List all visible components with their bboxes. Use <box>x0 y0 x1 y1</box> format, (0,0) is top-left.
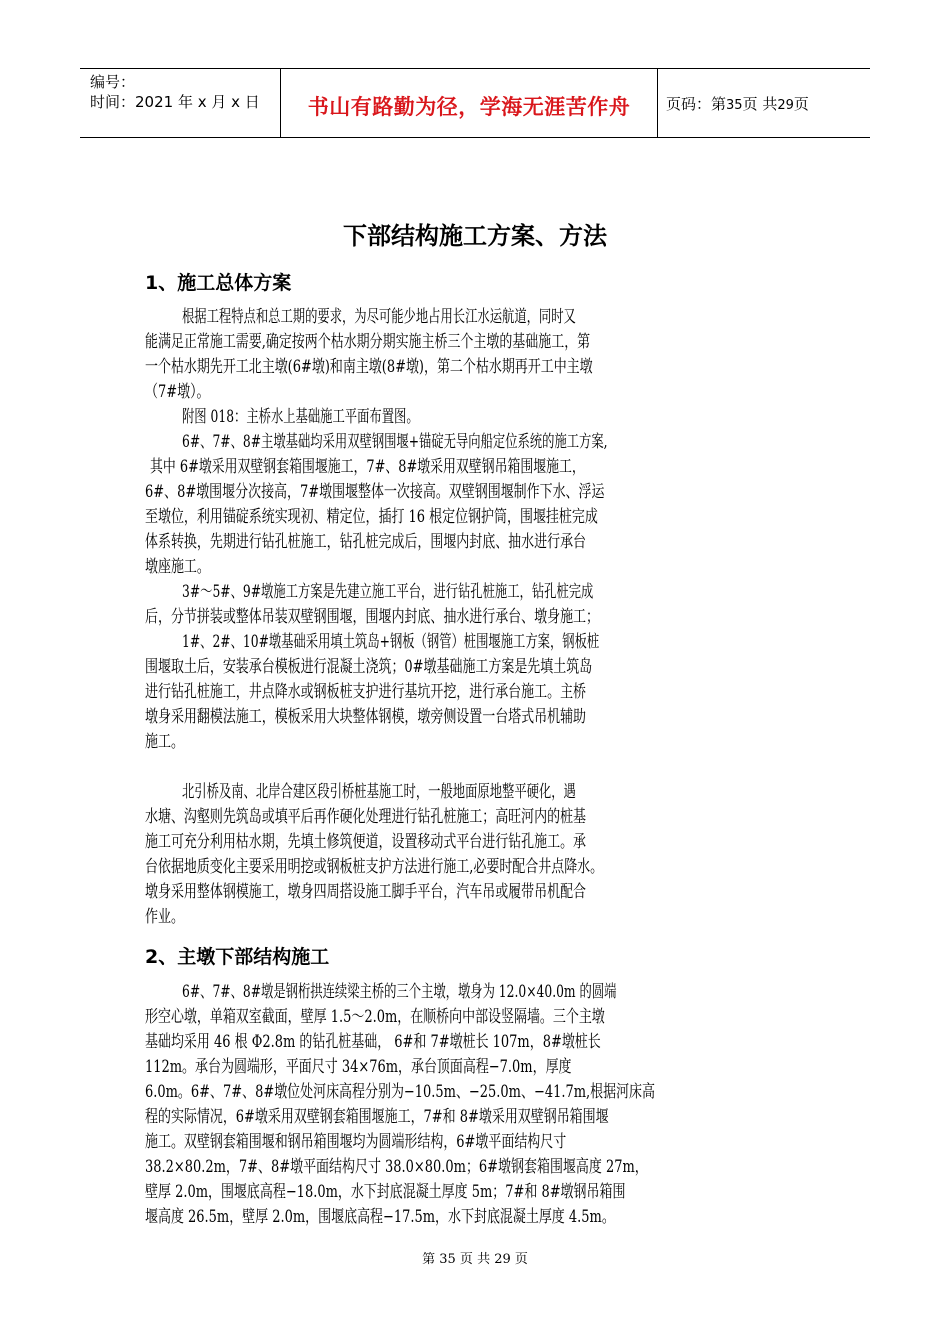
section-2-heading: 2、主墩下部结构施工 <box>145 946 330 968</box>
paragraph-line: 壁厚 2.0m，围堰底高程−18.0m，水下封底混凝土厚度 5m；7#和 8#墩钢吊箱围 <box>145 1182 626 1202</box>
section-1-heading: 1、施工总体方案 <box>145 272 292 294</box>
page-prefix: 页码：第 <box>666 95 727 113</box>
page-total: 29 <box>777 98 794 113</box>
paragraph-line: 6#、7#、8#主墩基础均采用双壁钢围堰+锚碇无导向船定位系统的施工方案, <box>182 432 608 452</box>
paragraph-line: 3#～5#、9#墩施工方案是先建立施工平台，进行钻孔桩施工，钻孔桩完成 <box>182 582 594 602</box>
paragraph-line: 程的实际情况，6#墩采用双壁钢套箱围堰施工，7#和 8#墩采用双壁钢吊箱围堰 <box>145 1107 609 1127</box>
paragraph-line: 基础均采用 46 根 Φ2.8m 的钻孔桩基础， 6#和 7#墩桩长 107m，8#墩桩长 <box>145 1032 601 1052</box>
page-header <box>80 68 870 138</box>
paragraph-line: 38.2×80.2m，7#、8#墩平面结构尺寸 38.0×80.0m；6#墩钢套箱围堰高度 27m， <box>145 1157 648 1177</box>
header-info-cell <box>80 69 281 137</box>
paragraph-line: 6#、7#、8#墩是钢桁拱连续梁主桥的三个主墩，墩身为 12.0×40.0m 的圆端 <box>182 982 617 1002</box>
page-suffix: 页 <box>793 95 809 113</box>
paragraph-line: 进行钻孔桩施工，井点降水或钢板桩支护进行基坑开挖，进行承台施工。主桥 <box>145 682 587 702</box>
paragraph-line: 一个枯水期先开工北主墩(6#墩)和南主墩(8#墩)，第二个枯水期再开工中主墩 <box>145 357 593 377</box>
paragraph-line: 体系转换，先期进行钻孔桩施工，钻孔桩完成后，围堰内封底、抽水进行承台 <box>145 532 587 552</box>
number-label: 编号： <box>90 73 136 91</box>
paragraph-line: 根据工程特点和总工期的要求，为尽可能少地占用长江水运航道，同时又 <box>182 307 576 327</box>
paragraph-line: 墩身采用翻模法施工，模板采用大块整体钢模，墩旁侧设置一台塔式吊机辅助 <box>145 707 587 727</box>
paragraph-line: 台依据地质变化主要采用明挖或钢板桩支护方法进行施工,必要时配合井点降水。 <box>145 857 604 877</box>
paragraph-line: 堰高度 26.5m，壁厚 2.0m，围堰底高程−17.5m，水下封底混凝土厚度 4.5m。 <box>145 1207 615 1227</box>
paragraph-line: 形空心墩，单箱双室截面，壁厚 1.5～2.0m，在顺桥向中部设竖隔墙。三个主墩 <box>145 1007 605 1027</box>
paragraph-line: 其中 6#墩采用双壁钢套箱围堰施工，7#、8#墩采用双壁钢吊箱围堰施工， <box>150 457 585 477</box>
paragraph-line: 施工。双壁钢套箱围堰和钢吊箱围堰均为圆端形结构，6#墩平面结构尺寸 <box>145 1132 567 1152</box>
paragraph-line: （7#墩）。 <box>145 382 210 402</box>
header-motto-cell <box>281 69 658 137</box>
page-number-info <box>666 93 809 114</box>
paragraph-line: 围堰取土后，安装承台模板进行混凝土浇筑；0#墩基础施工方案是先填土筑岛 <box>145 657 593 677</box>
paragraph-line: 作业。 <box>145 907 184 927</box>
paragraph-line: 6.0m。6#、7#、8#墩位处河床高程分别为−10.5m、−25.0m、−41.7m,根据河床高 <box>145 1082 655 1102</box>
time-label: 时间：2021 年 x 月 x 日 <box>90 93 260 111</box>
paragraph-line: 施工可充分利用枯水期，先填土修筑便道，设置移动式平台进行钻孔施工。承 <box>145 832 587 852</box>
paragraph-line: 后，分节拼装或整体吊装双壁钢围堰，围堰内封底、抽水进行承台、墩身施工； <box>145 607 599 627</box>
page-mid: 页 共 <box>742 95 778 113</box>
header-page-cell <box>658 69 870 137</box>
paragraph-line: 施工。 <box>145 732 184 752</box>
motto-text: 书山有路勤为径，学海无涯苦作舟 <box>307 95 631 119</box>
paragraph-line: 墩身采用整体钢模施工，墩身四周搭设施工脚手平台，汽车吊或履带吊机配合 <box>145 882 587 902</box>
paragraph-line: 北引桥及南、北岸合建区段引桥桩基施工时，一般地面原地整平硬化，遇 <box>182 782 576 802</box>
paragraph-line: 1#、2#、10#墩基础采用填土筑岛+钢板（钢管）桩围堰施工方案，钢板桩 <box>182 632 600 652</box>
document-title: 下部结构施工方案、方法 <box>343 222 607 250</box>
page-footer: 第 35 页 共 29 页 <box>422 1252 528 1267</box>
paragraph-line: 墩座施工。 <box>145 557 210 577</box>
paragraph-line: 112m。承台为圆端形，平面尺寸 34×76m，承台顶面高程−7.0m，厚度 <box>145 1057 572 1077</box>
paragraph-line: 6#、8#墩围堰分次接高，7#墩围堰整体一次接高。双壁钢围堰制作下水、浮运 <box>145 482 605 502</box>
paragraph-line: 水塘、沟壑则先筑岛或填平后再作硬化处理进行钻孔桩施工；高旺河内的桩基 <box>145 807 587 827</box>
paragraph-line: 附图 018：主桥水上基础施工平面布置图。 <box>182 407 419 427</box>
paragraph-line: 能满足正常施工需要,确定按两个枯水期分期实施主桥三个主墩的基础施工，第 <box>145 332 591 352</box>
paragraph-line: 至墩位，利用锚碇系统实现初、精定位，插打 16 根定位钢护筒，围堰挂桩完成 <box>145 507 598 527</box>
page-current: 35 <box>726 98 743 113</box>
